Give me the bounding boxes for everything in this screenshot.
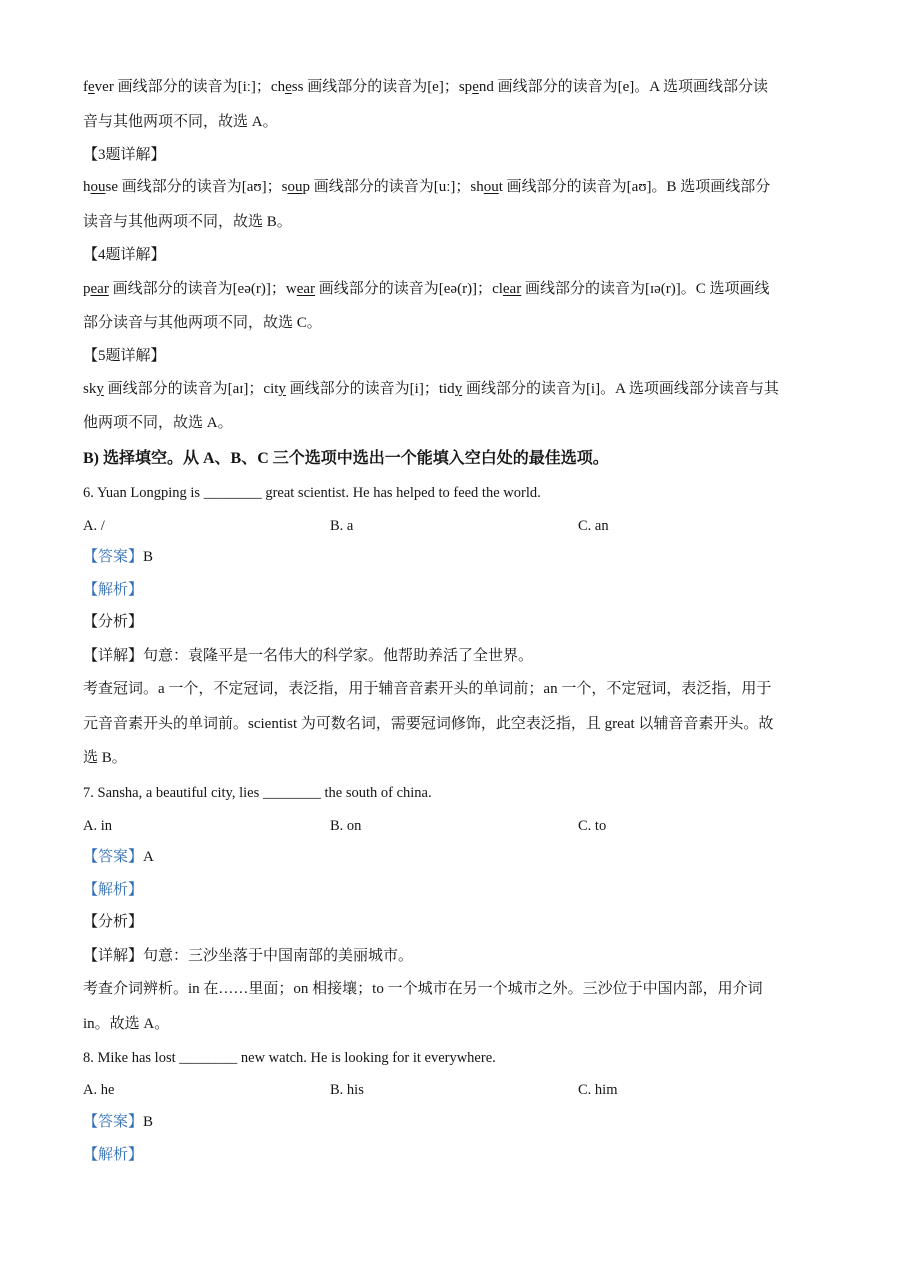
underlined-letters: ou bbox=[287, 179, 303, 195]
explanation-line bbox=[83, 279, 770, 299]
phonetic-word bbox=[83, 381, 104, 397]
detail-line: 【详解】句意：袁隆平是一名伟大的科学家。他帮助养活了全世界。 bbox=[83, 648, 534, 664]
word-part: t bbox=[498, 179, 503, 195]
word-part: nd bbox=[478, 79, 494, 95]
option-c: C. an bbox=[578, 518, 609, 534]
word-part: cit bbox=[263, 381, 279, 397]
answer-value: A bbox=[143, 849, 154, 865]
underlined-letters: y bbox=[96, 381, 104, 397]
answer-value: B bbox=[143, 549, 154, 565]
phonetic-word bbox=[459, 79, 494, 95]
explanation-text: 画线部分的读音为[iː]； bbox=[113, 79, 271, 95]
phonetic-word bbox=[286, 281, 315, 297]
phonetic-word bbox=[83, 179, 118, 195]
explanation-line: 读音与其他两项不同，故选 B。 bbox=[83, 214, 292, 230]
phonetic-word bbox=[492, 281, 521, 297]
explanation-line bbox=[83, 77, 768, 97]
word-part: ss bbox=[291, 79, 304, 95]
fenxi-label: 【分析】 bbox=[83, 614, 144, 630]
phonetic-word bbox=[83, 79, 114, 95]
answer-line bbox=[83, 1112, 153, 1132]
explanation-line: in。故选 A。 bbox=[83, 1016, 170, 1032]
phonetic-word bbox=[282, 179, 310, 195]
underlined-letters: e bbox=[88, 79, 95, 95]
explanation-line: 部分读音与其他两项不同，故选 C。 bbox=[83, 315, 322, 331]
word-part: sp bbox=[458, 79, 473, 95]
explanation-line: 考查介词辨析。in 在……里面；on 相接壤；to 一个城市在另一个城市之外。三沙位于中国内部，用介词 bbox=[83, 981, 763, 997]
word-part: se bbox=[105, 179, 118, 195]
question-stem: 6. Yuan Longping is ________ great scientist. He has helped to feed the world. bbox=[83, 485, 541, 501]
explanation-line: 选 B。 bbox=[83, 750, 127, 766]
section-heading: 【4题详解】 bbox=[83, 247, 166, 263]
word-part: w bbox=[285, 281, 297, 297]
answer-value: B bbox=[143, 1114, 154, 1130]
explanation-text: 画线部分的读音为[e]； bbox=[303, 79, 459, 95]
jiexi-label: 【解析】 bbox=[83, 582, 144, 598]
explanation-text: 画线部分的读音为[eə(r)]； bbox=[108, 281, 286, 297]
answer-line bbox=[83, 547, 153, 567]
option-a: A. he bbox=[83, 1082, 115, 1098]
word-part: tid bbox=[438, 381, 455, 397]
answer-label: 【答案】 bbox=[83, 849, 144, 865]
explanation-text: 画线部分的读音为[i]； bbox=[285, 381, 439, 397]
word-part: p bbox=[302, 179, 310, 195]
underlined-letters: ear bbox=[502, 281, 522, 297]
underlined-letters: ear bbox=[90, 281, 109, 297]
underlined-letters: e bbox=[472, 79, 479, 95]
underlined-letters: ou bbox=[483, 179, 499, 195]
jiexi-label: 【解析】 bbox=[83, 1147, 144, 1163]
question-stem: 7. Sansha, a beautiful city, lies ________ the south of china. bbox=[83, 785, 432, 801]
explanation-text: 画线部分的读音为[ɪə(r)]。C 选项画线 bbox=[521, 281, 770, 297]
option-b: B. a bbox=[330, 518, 354, 534]
explanation-line bbox=[83, 379, 779, 399]
explanation-line: 他两项不同，故选 A。 bbox=[83, 415, 233, 431]
word-part: ver bbox=[94, 79, 114, 95]
answer-label: 【答案】 bbox=[83, 549, 144, 565]
word-part: h bbox=[83, 179, 91, 195]
explanation-text: 画线部分的读音为[eə(r)]； bbox=[315, 281, 493, 297]
word-part: f bbox=[83, 79, 88, 95]
option-c: C. him bbox=[578, 1082, 618, 1098]
explanation-line: 考查冠词。a 一个，不定冠词，表泛指，用于辅音音素开头的单词前；an 一个，不定冠词，表泛指，用于 bbox=[83, 681, 772, 697]
phonetic-word bbox=[83, 281, 109, 297]
answer-label: 【答案】 bbox=[83, 1114, 144, 1130]
detail-line: 【详解】句意：三沙坐落于中国南部的美丽城市。 bbox=[83, 948, 414, 964]
phonetic-word bbox=[439, 381, 462, 397]
underlined-letters: e bbox=[285, 79, 292, 95]
jiexi-label: 【解析】 bbox=[83, 882, 144, 898]
word-part: p bbox=[83, 281, 91, 297]
phonetic-word bbox=[271, 79, 304, 95]
explanation-text: 画线部分的读音为[aʊ]。B 选项画线部分 bbox=[502, 179, 771, 195]
explanation-text: 画线部分的读音为[e]。A 选项画线部分读 bbox=[493, 79, 769, 95]
explanation-text: 画线部分的读音为[aʊ]； bbox=[118, 179, 282, 195]
section-heading: 【5题详解】 bbox=[83, 348, 166, 364]
underlined-letters: y bbox=[454, 381, 463, 397]
answer-line bbox=[83, 847, 154, 867]
underlined-letters: ou bbox=[90, 179, 106, 195]
explanation-text: 画线部分的读音为[i]。A 选项画线部分读音与其 bbox=[462, 381, 779, 397]
underlined-letters: y bbox=[278, 381, 286, 397]
option-a: A. in bbox=[83, 818, 112, 834]
option-c: C. to bbox=[578, 818, 607, 834]
word-part: sh bbox=[470, 179, 484, 195]
underlined-letters: ear bbox=[296, 281, 316, 297]
word-part: cl bbox=[492, 281, 503, 297]
option-a: A. / bbox=[83, 518, 105, 534]
explanation-line: 音与其他两项不同，故选 A。 bbox=[83, 114, 278, 130]
word-part: ch bbox=[270, 79, 286, 95]
section-heading: 【3题详解】 bbox=[83, 147, 166, 163]
phonetic-word bbox=[470, 179, 503, 195]
part-b-heading: B) 选择填空。从 A、B、C 三个选项中选出一个能填入空白处的最佳选项。 bbox=[83, 450, 609, 467]
question-stem: 8. Mike has lost ________ new watch. He is looking for it everywhere. bbox=[83, 1050, 496, 1066]
explanation-text: 画线部分的读音为[uː]； bbox=[309, 179, 471, 195]
explanation-text: 画线部分的读音为[aɪ]； bbox=[103, 381, 264, 397]
fenxi-label: 【分析】 bbox=[83, 914, 144, 930]
option-b: B. his bbox=[330, 1082, 364, 1098]
explanation-line bbox=[83, 177, 770, 197]
option-b: B. on bbox=[330, 818, 362, 834]
explanation-line: 元音音素开头的单词前。scientist 为可数名词，需要冠词修饰，此空表泛指，且 great 以辅音音素开头。故 bbox=[83, 716, 774, 732]
phonetic-word bbox=[263, 381, 286, 397]
word-part: s bbox=[281, 179, 288, 195]
word-part: sk bbox=[83, 381, 97, 397]
